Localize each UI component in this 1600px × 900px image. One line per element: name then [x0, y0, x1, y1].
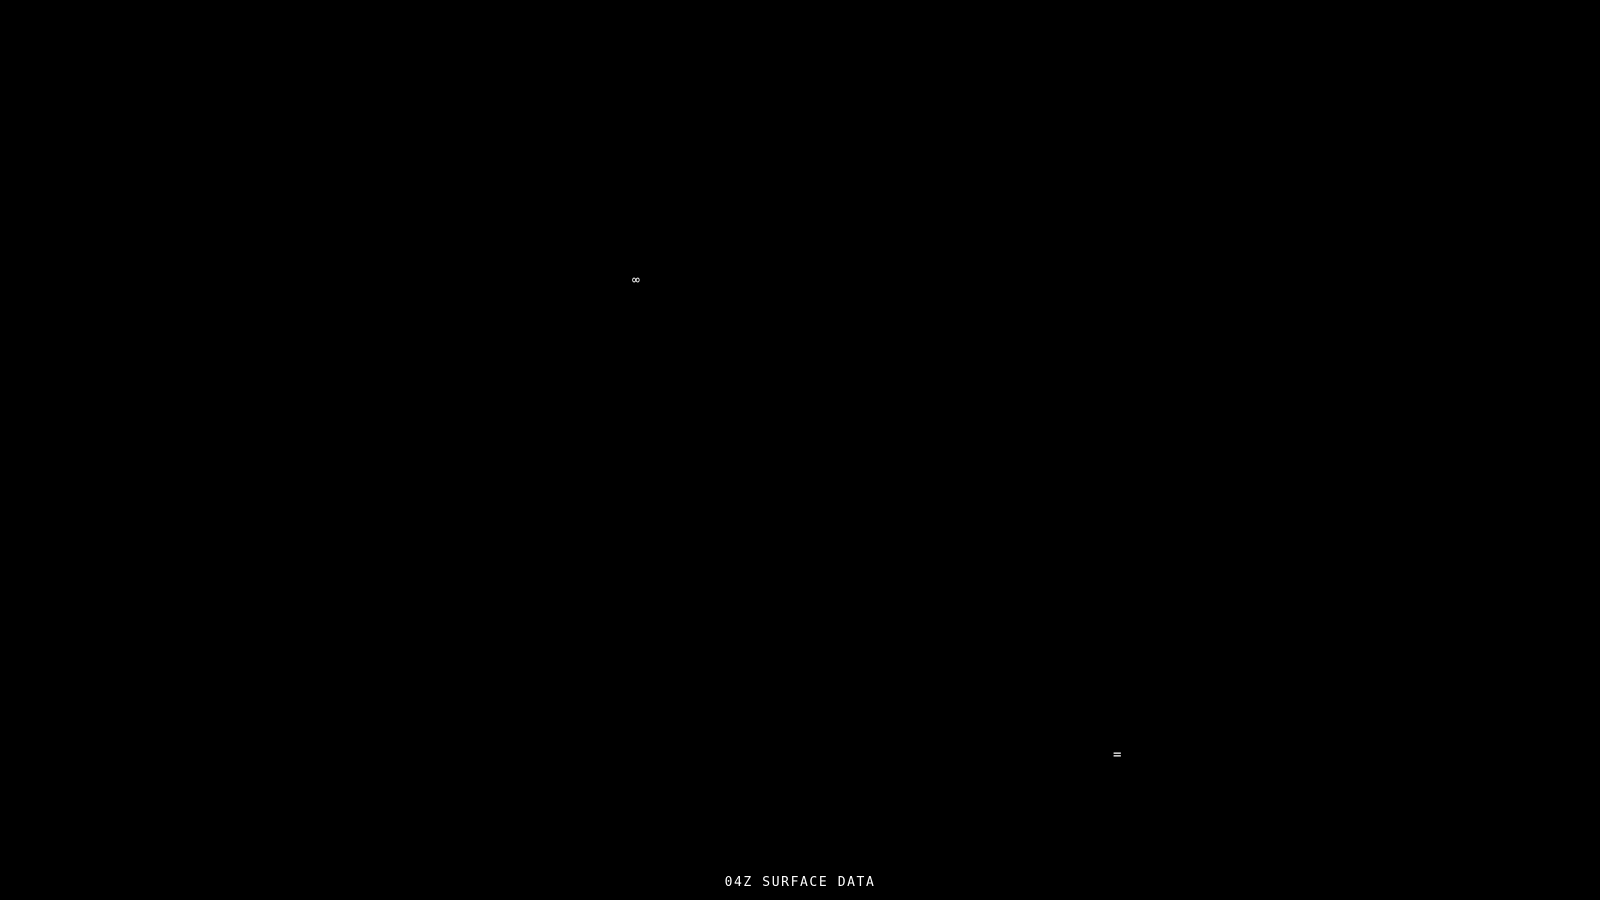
- station-plot-symbol-equals: =: [1113, 747, 1122, 763]
- station-plot-symbol-infinity: ∞: [632, 273, 641, 288]
- map-caption: 04Z SURFACE DATA: [724, 875, 876, 890]
